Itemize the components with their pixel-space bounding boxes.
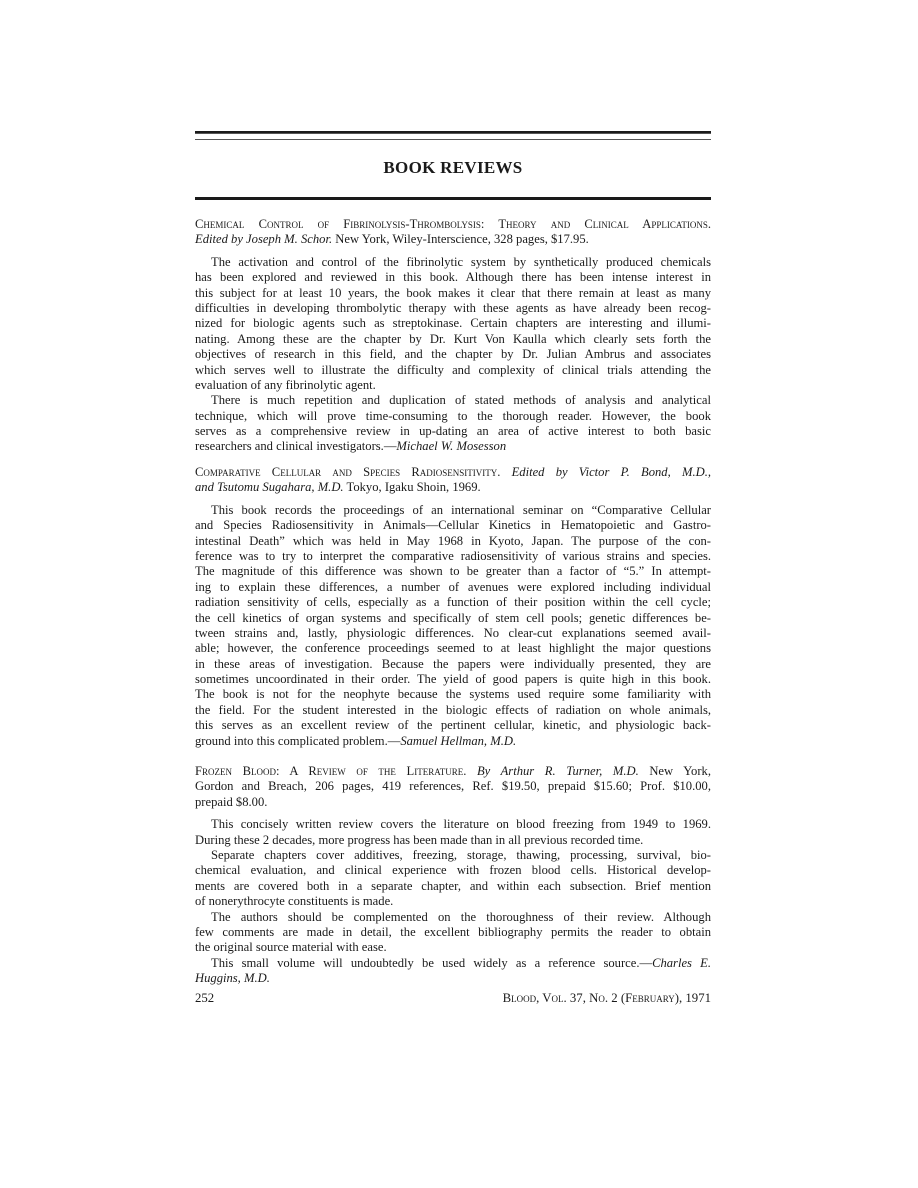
text-line: able; however, the conference proceedings seemed to at least highlight the major questions (195, 641, 711, 656)
text-line: The authors should be complemented on the thoroughness of their review. Although (211, 909, 711, 924)
text-line: nized for biologic agents such as streptokinase. Certain chapters are interesting and illumi- (195, 316, 711, 331)
text-line: This concisely written review covers the literature on blood freezing from 1949 to 1969. (211, 817, 711, 832)
book-title: Chemical Control of Fibrinolysis-Thrombolysis: Theory and Clinical Applications. (195, 217, 711, 231)
text-line: serves as a comprehensive review in up-dating an area of active interest to both basic (195, 424, 711, 439)
text-line: difficulties in developing thrombolytic therapy with these agents as have already been recog- (195, 300, 711, 315)
text-line: of nonerythrocyte constituents is made. (195, 894, 394, 909)
text-line: During these 2 decades, more progress has been made than in all previous recorded time. (195, 832, 644, 847)
review-3 (195, 764, 711, 986)
book-title: Comparative Cellular and Species Radiosensitivity. (195, 465, 501, 479)
text-line: The book is not for the neophyte because the systems used require some familiarity with (195, 687, 711, 702)
title-rule (195, 197, 711, 200)
header-rule-thick (195, 131, 711, 133)
text-line: Separate chapters cover additives, freezing, storage, thawing, processing, survival, bio- (211, 847, 711, 862)
review-3-publisher-line: prepaid $8.00. (195, 794, 268, 809)
reviewer-name: Charles E. (652, 955, 711, 970)
reviewer-name: Michael W. Mosesson (396, 439, 507, 454)
review-2-paragraph-1 (195, 503, 711, 749)
text-line: the field. For the student interested in the biologic effects of radiation on whole animals, (195, 702, 711, 717)
text-line: which serves well to illustrate the difficulty and complexity of clinical trials attending the (195, 362, 711, 377)
publisher: Tokyo, Igaku Shoin, 1969. (346, 480, 481, 495)
text-line: in these areas of investigation. Because the papers were individually presented, they are (195, 656, 711, 671)
review-2-byline (195, 480, 711, 495)
review-1-byline (195, 232, 711, 247)
text-line: ing to explain these differences, a number of avenues were explored including individual (195, 579, 711, 594)
text-line: researchers and clinical investigators.—Michael W. Mosesson (195, 439, 507, 454)
text-line: this serves as an excellent review of the pertinent cellular, kinetic, and physiologic back- (195, 718, 711, 733)
author: By Arthur R. Turner, M.D. (476, 764, 639, 778)
editor: and Tsutomu Sugahara, M.D. (195, 480, 344, 495)
text-line: The magnitude of this difference was shown to be greater than a factor of “5.” In attempt- (195, 564, 711, 579)
review-1-heading (195, 217, 711, 232)
review-1-paragraph-2 (195, 393, 711, 455)
text-line: ference was to try to interpret the comparative radiosensitivity of various strains and species. (195, 548, 711, 563)
text-line: evaluation of any fibrinolytic agent. (195, 377, 376, 392)
review-3-publisher-line: Gordon and Breach, 206 pages, 419 references, Ref. $19.50, prepaid $15.60; Prof. $10.00, (195, 779, 711, 794)
editor: Edited by Joseph M. Schor. (195, 232, 333, 247)
page-number: 252 (195, 991, 215, 1005)
editor: Edited by Victor P. Bond, M.D., (511, 465, 711, 479)
text-line: The activation and control of the fibrinolytic system by synthetically produced chemicals (211, 254, 711, 269)
text-line: objectives of research in this field, and the chapter by Dr. Julian Ambrus and associates (195, 347, 711, 362)
review-3-paragraph-3 (195, 910, 711, 956)
review-1 (195, 217, 711, 455)
text-line: ground into this complicated problem.—Samuel Hellman, M.D. (195, 733, 517, 748)
header-rule-top (195, 133, 711, 134)
review-3-paragraph-2 (195, 848, 711, 910)
text-line: This book records the proceedings of an international seminar on “Comparative Cellular (211, 502, 711, 517)
book-title: Frozen Blood: A Review of the Literature. (195, 764, 467, 778)
review-2 (195, 465, 711, 749)
reviewer-name: Samuel Hellman, M.D. (400, 733, 517, 748)
text-line: This small volume will undoubtedly be used widely as a reference source.—Charles E. (211, 955, 711, 970)
text-line: intestinal Death” which was held in May 1968 in Kyoto, Japan. The purpose of the con- (195, 533, 711, 548)
text-line: this subject for at least 10 years, the book makes it clear that there remain at least as many (195, 285, 711, 300)
review-3-heading (195, 764, 711, 779)
publisher: New York, Wiley-Interscience, 328 pages, $17.95. (335, 232, 589, 247)
text-line: has been explored and reviewed in this book. Although there has been intense interest in (195, 270, 711, 285)
text-line: the original source material with ease. (195, 940, 387, 955)
text-line: few comments are made in detail, the excellent bibliography permits the reader to obtain (195, 924, 711, 939)
text-line: There is much repetition and duplication of stated methods of analysis and analytical (211, 393, 711, 408)
text-line: the cell kinetics of organ systems and specifically of stem cell pools; genetic differences be- (195, 610, 711, 625)
page-title: BOOK REVIEWS (383, 158, 523, 177)
review-1-paragraph-1 (195, 255, 711, 394)
text-line: chemical evaluation, and clinical experience with frozen blood cells. Historical develop- (195, 863, 711, 878)
review-3-paragraph-1 (195, 817, 711, 848)
text-line: and Species Radiosensitivity in Animals—Cellular Kinetics in Hematopoietic and Gastro- (195, 518, 711, 533)
text-line: ments are covered both in a separate chapter, and within each subsection. Brief mention (195, 878, 711, 893)
text-line: sometimes uncoordinated in their order. The yield of good papers is quite high in this book. (195, 672, 711, 687)
text-line: nating. Among these are the chapter by Dr. Kurt Von Kaulla which clearly sets forth the (195, 331, 711, 346)
review-3-paragraph-4 (195, 956, 711, 987)
header-rule-bottom (195, 139, 711, 140)
text-line: radiation sensitivity of cells, especially as a function of their position within the cell cycle; (195, 595, 711, 610)
text-line: technique, which will prove time-consuming to the thorough reader. However, the book (195, 408, 711, 423)
journal-citation: Blood, Vol. 37, No. 2 (February), 1971 (502, 991, 711, 1005)
publisher: New York, (649, 764, 711, 778)
reviewer-name: Huggins, M.D. (195, 971, 270, 986)
text-line: tween strains and, lastly, physiologic differences. No clear-cut explanations seemed avail- (195, 625, 711, 640)
review-2-heading (195, 465, 711, 480)
